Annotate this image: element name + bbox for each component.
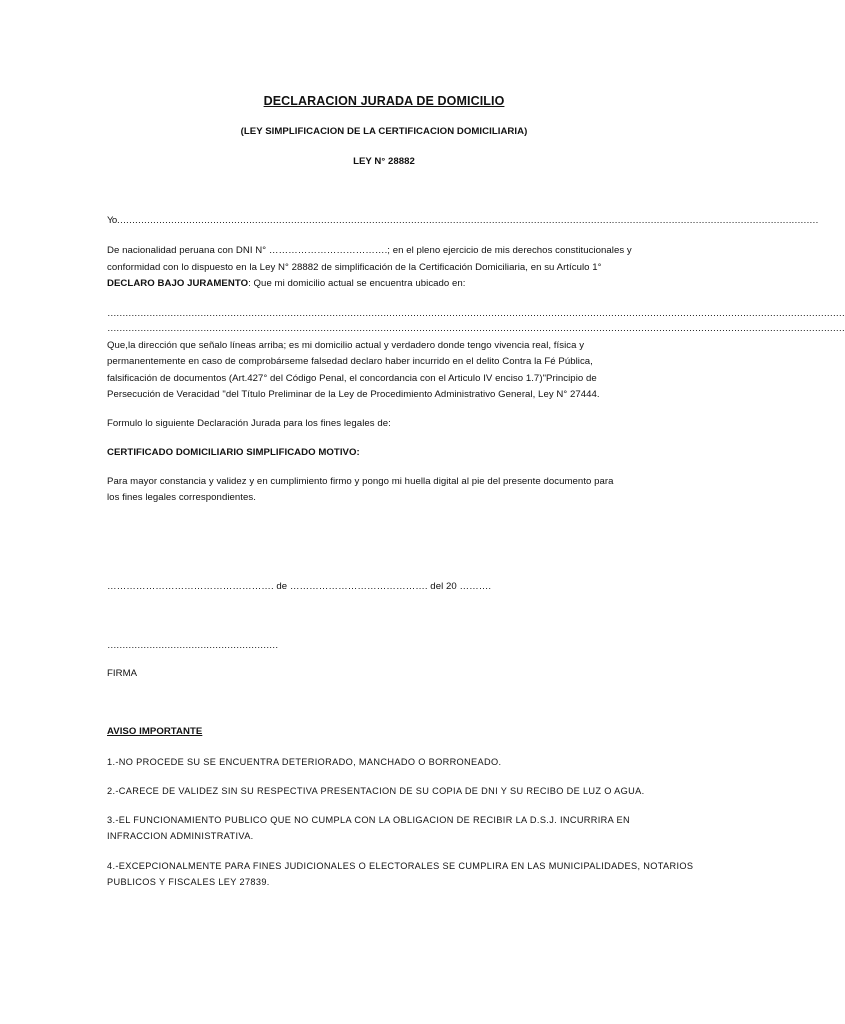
paragraph-2-line-4: Persecución de Veracidad "del Título Preliminar de la Ley de Procedimiento Administrativo General, Ley N° 27444. xyxy=(107,389,600,400)
paragraph-4-line-1: Para mayor constancia y validez y en cumplimiento firmo y pongo mi huella digital al pie del presente documento para xyxy=(107,476,614,487)
document-subtitle: (LEY SIMPLIFICACION DE LA CERTIFICACION DOMICILIARIA) xyxy=(240,126,528,137)
aviso-item-3-line-1: 3.-EL FUNCIONAMIENTO PUBLICO QUE NO CUMPLA CON LA OBLIGACION DE RECIBIR LA D.S.J. INCURRIRA EN xyxy=(107,815,630,825)
document-title: DECLARACION JURADA DE DOMICILIO xyxy=(263,94,505,108)
paragraph-2-line-2: permanentemente en caso de comprobárseme falsedad declaro haber incurrido en el delito Contra la Fé Pública, xyxy=(107,356,593,367)
aviso-item-3-line-2: INFRACCION ADMINISTRATIVA. xyxy=(107,831,254,841)
paragraph-4-line-2: los fines legales correspondientes. xyxy=(107,492,256,503)
address-dots-line-2: ………………………………………………………………………………………………………………………………………………………………………………………………………………………… xyxy=(107,323,845,334)
declaro-bajo-juramento: DECLARO BAJO JURAMENTO xyxy=(107,278,249,289)
aviso-item-2: 2.-CARECE DE VALIDEZ SIN SU RESPECTIVA PRESENTACION DE SU COPIA DE DNI Y SU RECIBO DE LUZ O AGUA. xyxy=(107,786,645,796)
firma-label: FIRMA xyxy=(107,668,138,679)
paragraph-2-line-1: Que,la dirección que señalo líneas arriba; es mi domicilio actual y verdadero donde tengo vivencia real, física y xyxy=(107,340,585,351)
certificado-motivo: CERTIFICADO DOMICILIARIO SIMPLIFICADO MOTIVO: xyxy=(107,447,360,458)
date-line: ……………………………………………. de ……………………………………. del 20 ………. xyxy=(107,581,492,592)
paragraph-2-line-3: falsificación de documentos (Art.427° del Código Penal, el concordancia con el Articulo IV enciso 1.7)"Principio de xyxy=(107,373,597,384)
paragraph-1-line-3 xyxy=(107,278,663,290)
aviso-item-4-line-1: 4.-EXCEPCIONALMENTE PARA FINES JUDICIONALES O ELECTORALES SE CUMPLIRA EN LAS MUNICIPALIDADES, NOTARIOS xyxy=(107,861,694,871)
paragraph-3: Formulo lo siguiente Declaración Jurada para los fines legales de: xyxy=(107,418,391,429)
paragraph-1-line-2: conformidad con lo dispuesto en la Ley N° 28882 de simplificación de la Certificación Domiciliaria, en su Artículo 1° xyxy=(107,262,602,273)
paragraph-1-line-3-rest: : Que mi domicilio actual se encuentra ubicado en: xyxy=(248,278,466,289)
aviso-item-4-line-2: PUBLICOS Y FISCALES LEY 27839. xyxy=(107,877,270,887)
signature-line: ………………………………………………… xyxy=(107,640,278,651)
yo-name-line: Yo……………………………………………………………………………………………………………………………………………………………………………………………………………… xyxy=(107,215,819,226)
aviso-item-1: 1.-NO PROCEDE SU SE ENCUENTRA DETERIORADO, MANCHADO O BORRONEADO. xyxy=(107,757,502,767)
law-number: LEY N° 28882 xyxy=(353,156,415,167)
paragraph-1-line-1: De nacionalidad peruana con DNI N° ……………………………….; en el pleno ejercicio de mis derechos constitucionales y xyxy=(107,245,632,256)
address-dots-line-1: ………………………………………………………………………………………………………………………………………………………………………………………………………………………… xyxy=(107,308,845,319)
aviso-heading: AVISO IMPORTANTE xyxy=(107,726,203,737)
